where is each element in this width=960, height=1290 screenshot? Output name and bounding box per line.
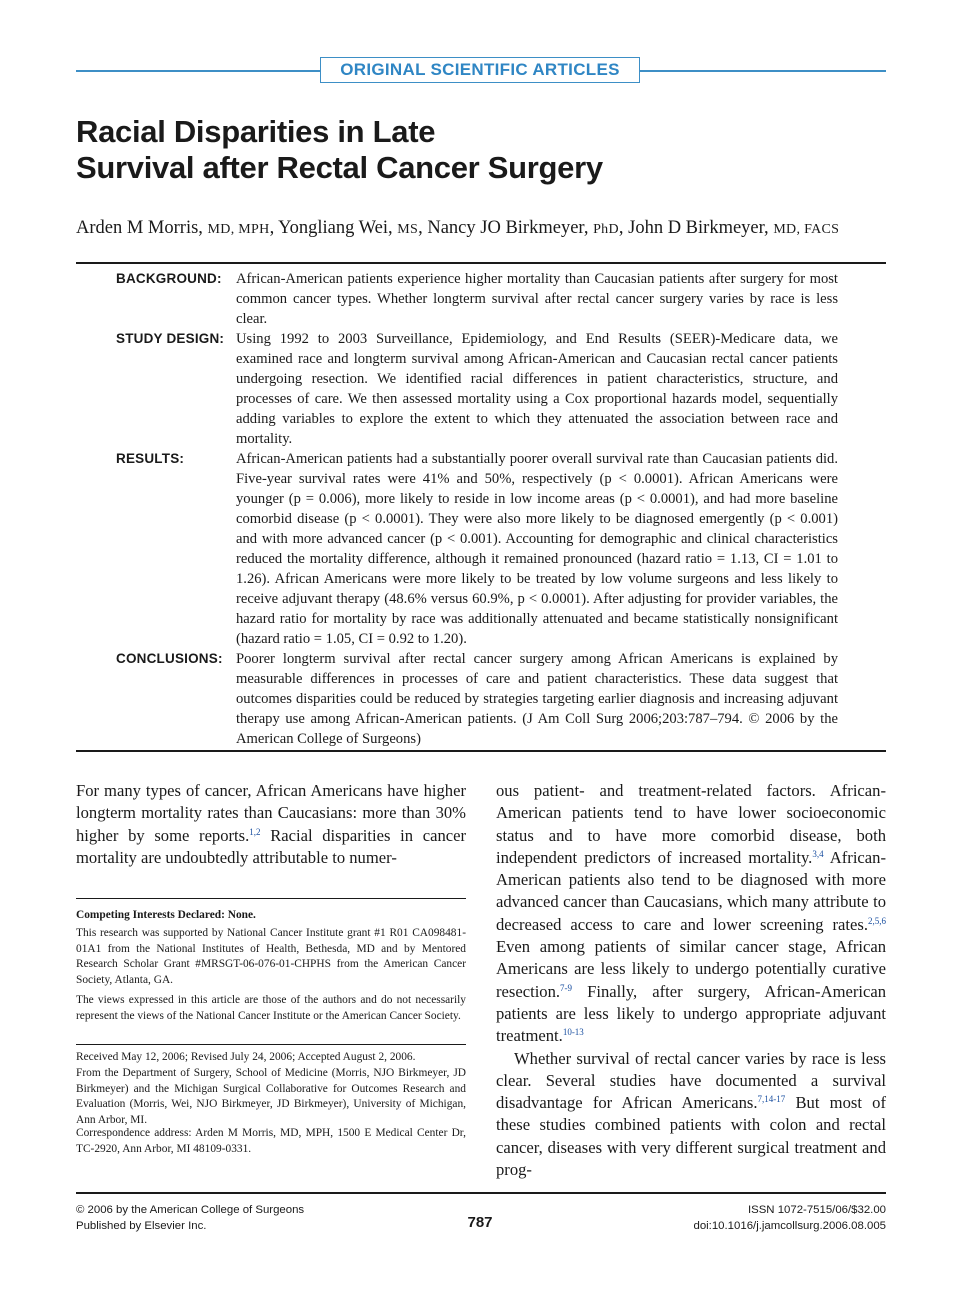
abstract-top-rule bbox=[76, 262, 886, 264]
correspondence-note: Correspondence address: Arden M Morris, MD, MPH, 1500 E Medical Center Dr, TC-2920, Ann Arbor, MI 48109-0331. bbox=[76, 1127, 466, 1155]
author-name: Yongliang Wei, bbox=[278, 218, 398, 238]
footer-copyright: © 2006 by the American College of Surgeons bbox=[76, 1204, 305, 1216]
abstract-conclusions bbox=[76, 649, 838, 749]
body-column-left bbox=[76, 780, 466, 869]
author-name: Nancy JO Birkmeyer, bbox=[427, 218, 594, 238]
background-label: BACKGROUND: bbox=[116, 271, 222, 286]
author-name: John D Birkmeyer, bbox=[628, 218, 774, 238]
author-separator: , bbox=[418, 218, 428, 238]
header-rule-left bbox=[76, 70, 320, 72]
header-rule-right bbox=[640, 70, 886, 72]
competing-interests: Competing Interests Declared: None. bbox=[76, 909, 256, 921]
abstract-results bbox=[76, 449, 838, 649]
paragraph: ous patient- and treatment-related factors. African-American patients tend to have lower socioeconomic status and to have more comorbid disease, both independent predictors of increased mortality.$^{3,4}$ African-American patients also tend to be diagnosed with more advanced cancer than Caucasians, which many attribute to decreased access to care and lower screening rates.$^{2,5,6}$ Even among patients of similar cancer stage, African Americans are less likely to undergo potentially curative resection.$^{7-9}$ Finally, after surgery, African-American patients are less likely to undergo appropriate adjuvant treatment.$^{10-13}$ bbox=[496, 781, 886, 1046]
title-line-1: Racial Disparities in Late bbox=[76, 114, 436, 149]
body-text: Racial disparities in cancer mortality are undoubtedly attributable to numer- bbox=[76, 825, 466, 867]
footer-doi[interactable]: doi:10.1016/j.jamcollsurg.2006.08.005 bbox=[693, 1220, 886, 1232]
study-design-text: Using 1992 to 2003 Surveillance, Epidemiology, and End Results (SEER)-Medicare data, we examined race and longterm survival among African-American and Caucasian rectal cancer patients undergoing resection. We identified racial differences in patient characteristics, structure, and processes of care. We then assessed mortality using a Cox proportional hazards model, sequentially adding variables to explore the extent to which they attenuated the association between race and mortality. bbox=[236, 331, 838, 447]
paragraph: Whether survival of rectal cancer varies by race is less clear. Several studies have documented a survival disadvantage for African Americans.$^{7,14-17}$ But most of these studies combined patients with colon and rectal cancer, diseases with very different surgical treatment and prog- bbox=[496, 1048, 886, 1180]
body-text: For many types of cancer, African Americans have higher longterm mortality rates than Caucasians: more than 30% higher by some reports. bbox=[76, 781, 466, 845]
author-list bbox=[76, 216, 896, 242]
background-text: African-American patients experience higher mortality than Caucasian patients after surgery for most common cancer types. Whether longterm survival after rectal cancer surgery varies by race is less clear. bbox=[236, 271, 838, 327]
citation-link[interactable]: 7,14-17 bbox=[757, 1094, 786, 1105]
received-dates: Received May 12, 2006; Revised July 24, 2006; Accepted August 2, 2006. bbox=[76, 1051, 416, 1063]
citation-link[interactable]: 1,2 bbox=[249, 826, 261, 837]
results-label: RESULTS: bbox=[116, 451, 185, 466]
author-separator: , bbox=[269, 218, 279, 238]
citation-link[interactable]: 10-13 bbox=[562, 1027, 584, 1038]
author-degrees: MD, FACS bbox=[773, 222, 840, 237]
results-text: African-American patients had a substantially poorer overall survival rate than Caucasian patients did. Five-year survival rates were 41% and 50%, respectively (p < 0.0001). African Americans were younger (p = 0.006), more likely to reside in low income areas (p < 0.0001), and had more baseline comorbid disease (p < 0.0001). They were also more likely to be diagnosed emergently (p < 0.001) and with more advanced cancer (p < 0.001). Accounting for demographic and clinical characteristics reduced the mortality difference, although it remained pronounced (hazard ratio = 1.13, CI = 1.01 to 1.26). African Americans were more likely to be treated by low volume surgeons and less likely to receive adjuvant therapy (48.6% versus 60.9%, p < 0.0001). After adjusting for provider variables, the hazard ratio for mortality by race was additionally attenuated and became statistically nonsignificant (hazard ratio = 1.05, CI = 0.92 to 1.20). bbox=[236, 451, 838, 647]
footer-issn: ISSN 1072-7515/06/$32.00 bbox=[747, 1204, 886, 1216]
conclusions-text: Poorer longterm survival after rectal cancer surgery among African Americans is explained by measurable differences in processes of care and patient characteristics. These data suggest that outcomes disparities could be reduced by strategies targeting earlier diagnosis and increasing adjuvant therapy use among African-American patients. (J Am Coll Surg 2006;203:787–794. © 2006 by the American College of Surgeons) bbox=[236, 651, 838, 747]
page-number: 787 bbox=[467, 1214, 493, 1231]
author-degrees: PhD bbox=[593, 222, 619, 237]
article-title bbox=[76, 114, 776, 186]
abstract bbox=[76, 269, 838, 749]
body-column-right bbox=[496, 780, 886, 1181]
footer-rule bbox=[76, 1192, 886, 1194]
footer-publisher: Published by Elsevier Inc. bbox=[76, 1220, 207, 1232]
study-design-label: STUDY DESIGN: bbox=[116, 331, 225, 346]
citation-link[interactable]: 7-9 bbox=[560, 982, 573, 993]
citation-link[interactable]: 3,4 bbox=[812, 848, 824, 859]
abstract-bottom-rule bbox=[76, 750, 886, 752]
author-separator: , bbox=[618, 218, 629, 238]
footnote-rule-2 bbox=[76, 1044, 466, 1045]
abstract-study-design bbox=[76, 329, 838, 449]
author-degrees: MD, MPH bbox=[207, 222, 270, 237]
funding-note: This research was supported by National Cancer Institute grant #1 R01 CA098481-01A1 from the National Institutes of Health, Bethesda, MD and by Mentored Research Scholar Grant #MRSGT-06-076-01-CHPHS from the American Cancer Society, Atlanta, GA. bbox=[76, 927, 466, 986]
title-line-2: Survival after Rectal Cancer Surgery bbox=[76, 150, 603, 185]
footnote-rule bbox=[76, 898, 466, 899]
conclusions-label: CONCLUSIONS: bbox=[116, 651, 223, 666]
citation-link[interactable]: 2,5,6 bbox=[868, 915, 886, 926]
affiliation-note: From the Department of Surgery, School of Medicine (Morris, NJO Birkmeyer, JD Birkmeyer) and the Michigan Surgical Collaborative for Outcomes Research and Evaluation (Morris, Wei, NJO Birkmeyer, JD Birkmeyer), University of Michigan, Ann Arbor, MI. bbox=[76, 1067, 466, 1126]
author-name: Arden M Morris, bbox=[76, 218, 208, 238]
section-header: ORIGINAL SCIENTIFIC ARTICLES bbox=[320, 57, 640, 83]
abstract-background bbox=[76, 269, 838, 329]
author-degrees: MS bbox=[397, 222, 419, 237]
disclaimer-note: The views expressed in this article are those of the authors and do not necessarily represent the views of the National Cancer Institute or the American Cancer Society. bbox=[76, 994, 466, 1022]
